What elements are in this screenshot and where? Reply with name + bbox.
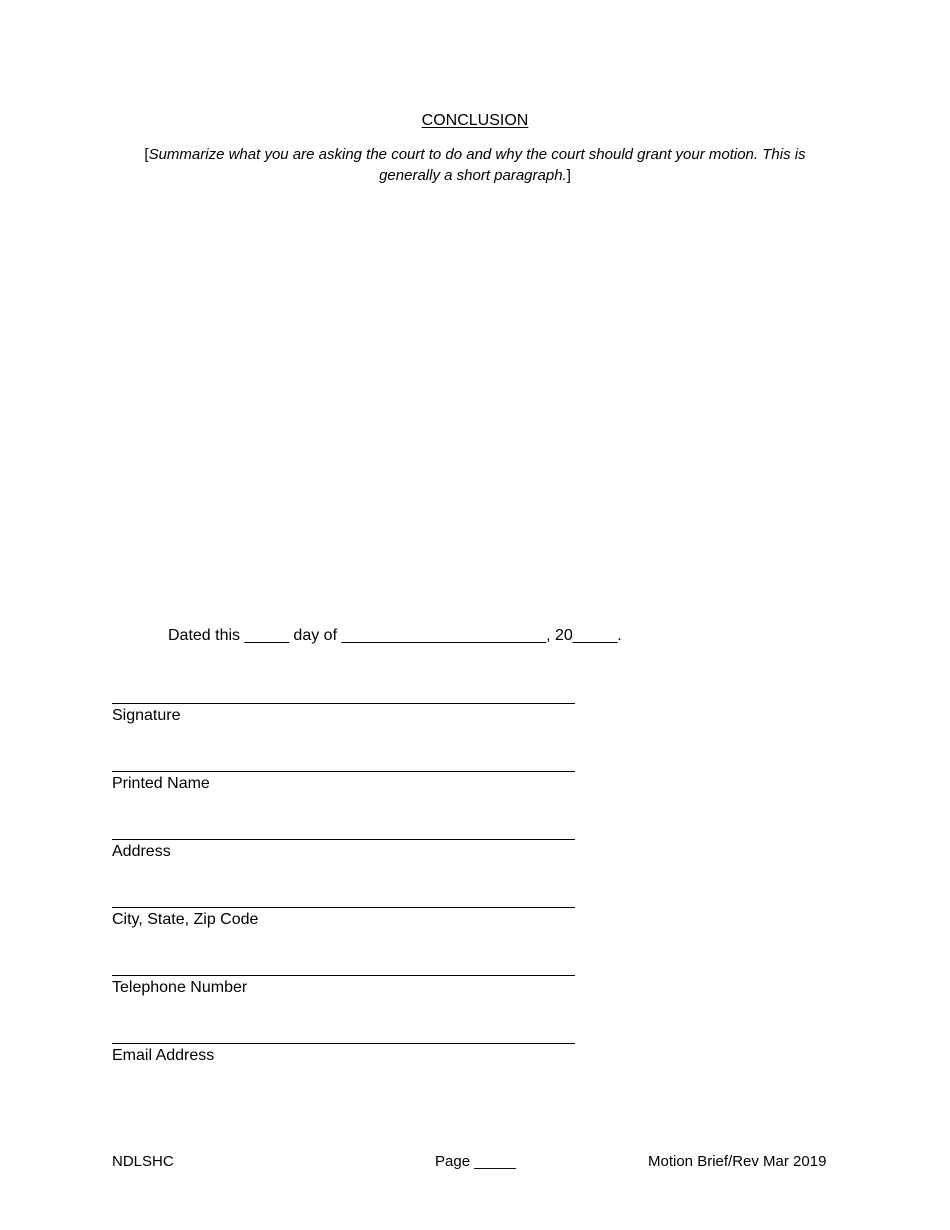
instruction-body: Summarize what you are asking the court to do and why the court should grant your motion. This is generally a short paragraph. xyxy=(148,146,806,184)
signature-line: ____________________________________________________ xyxy=(112,688,575,705)
instruction-open-bracket: [ xyxy=(144,146,149,163)
telephone-block xyxy=(112,960,612,998)
address-block xyxy=(112,824,612,862)
address-label: Address xyxy=(112,843,171,860)
signature-label: Signature xyxy=(112,707,181,724)
city-state-zip-label: City, State, Zip Code xyxy=(112,911,259,928)
address-line: ____________________________________________________ xyxy=(112,824,575,841)
footer-page-number: Page _____ xyxy=(435,1153,516,1170)
email-label: Email Address xyxy=(112,1047,215,1064)
instruction-close-bracket: ] xyxy=(566,167,571,184)
email-block xyxy=(112,1028,612,1066)
section-heading: CONCLUSION xyxy=(421,112,529,129)
footer-org: NDLSHC xyxy=(112,1153,174,1170)
instruction-text xyxy=(120,144,830,186)
telephone-label: Telephone Number xyxy=(112,979,248,996)
city-state-zip-block xyxy=(112,892,612,930)
signature-block xyxy=(112,688,612,726)
printed-name-label: Printed Name xyxy=(112,775,210,792)
printed-name-block xyxy=(112,756,612,794)
dated-line: Dated this _____ day of _______________________, 20_____. xyxy=(168,627,622,644)
footer-form-revision: Motion Brief/Rev Mar 2019 xyxy=(648,1153,827,1170)
telephone-line: ____________________________________________________ xyxy=(112,960,575,977)
email-line: ____________________________________________________ xyxy=(112,1028,575,1045)
city-state-zip-line: ____________________________________________________ xyxy=(112,892,575,909)
printed-name-line: ____________________________________________________ xyxy=(112,756,575,773)
